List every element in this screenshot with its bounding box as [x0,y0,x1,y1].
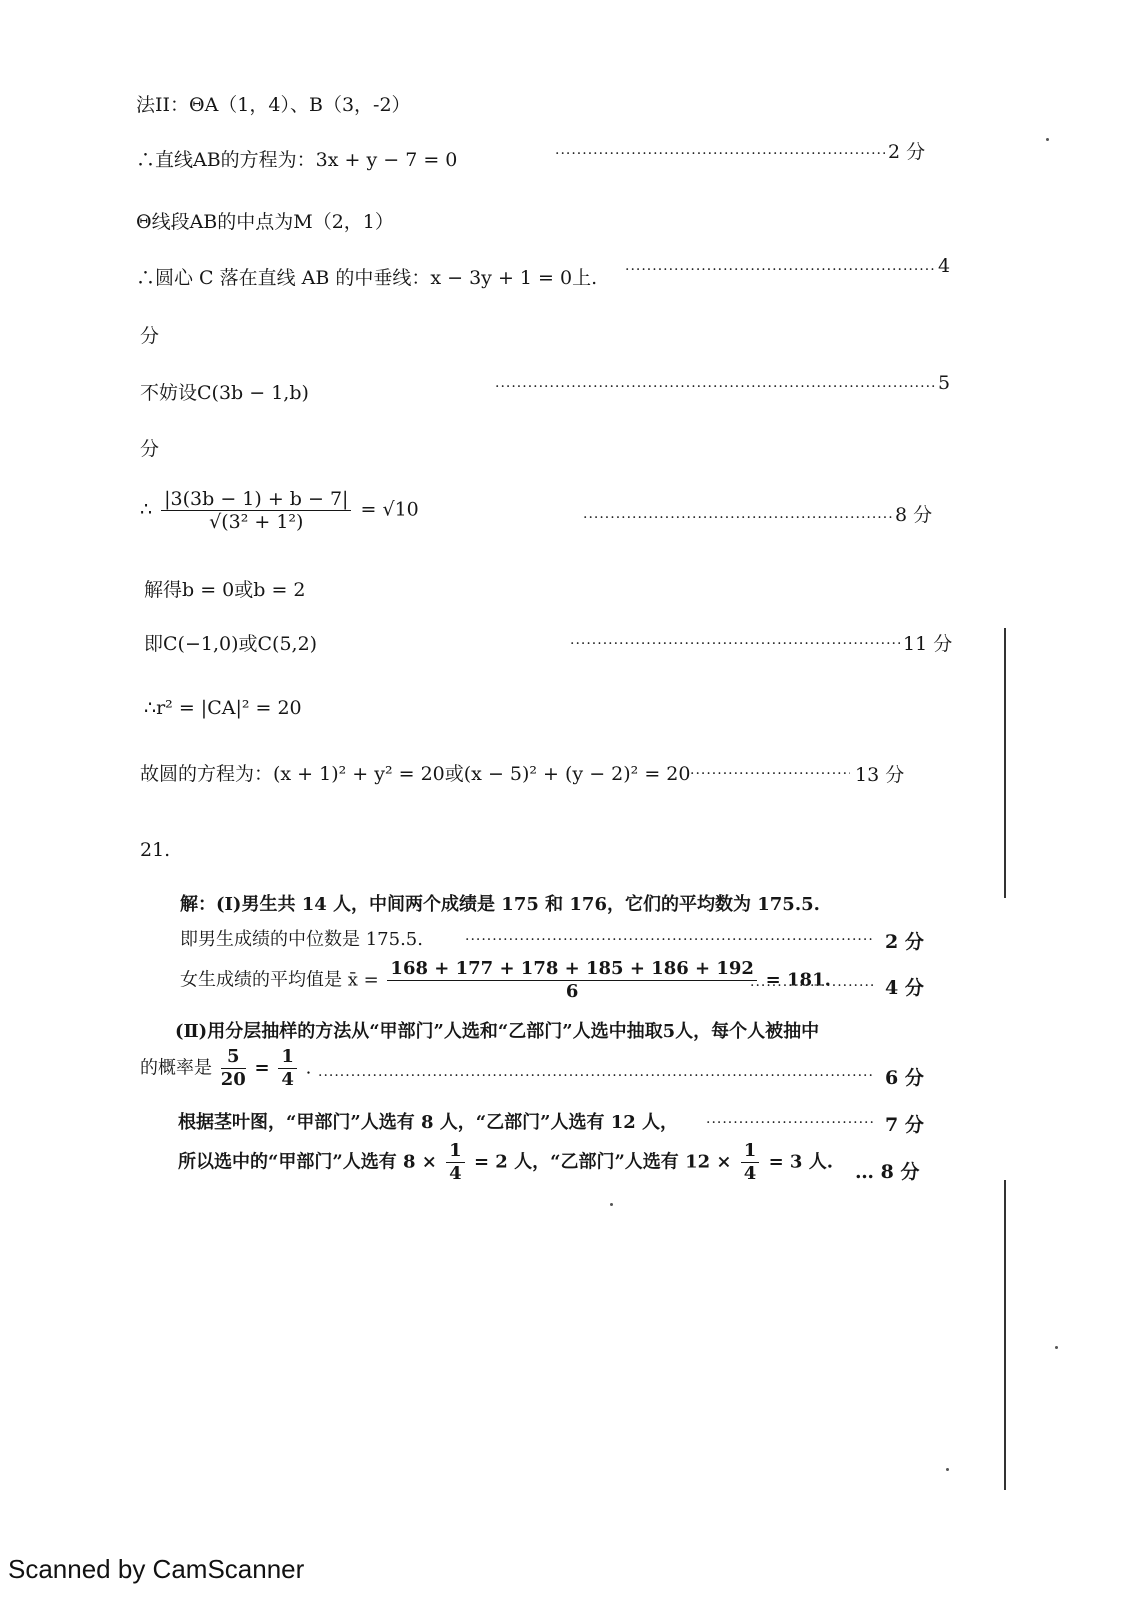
line-center-result: 即C(−1,0)或C(5,2) [144,633,318,655]
fraction-denominator: 4 [449,1163,462,1184]
dot-leader [555,142,885,166]
fraction-1-4-second [741,1140,760,1185]
selected-part-a: 所以选中的“甲部门”人选有 8 × [178,1151,437,1173]
line-circle-equation: 故圆的方程为：(x + 1)² + y² = 20或(x − 5)² + (y − 2)² = 20 [140,763,691,785]
dot-leader [570,632,900,656]
distance-rhs: = √10 [360,498,419,521]
line-selected-count [178,1140,833,1185]
solution-part-one: 解：(Ⅰ)男生共 14 人，中间两个成绩是 175 和 176，它们的平均数为 175.5. [180,894,820,915]
score-4: 4 [938,255,951,277]
solution-part-two: (Ⅱ)用分层抽样的方法从“甲部门”人选和“乙部门”人选中抽取5人，每个人被抽中 [175,1021,820,1042]
therefore-symbol: ∴ [140,498,153,521]
score-5: 5 [938,372,951,394]
scan-margin-line [1004,1180,1006,1490]
selected-part-b: = 2 人，“乙部门”人选有 12 × [473,1151,732,1173]
dot-leader [706,1111,876,1135]
probability-prefix: 的概率是 [140,1057,212,1079]
mean-prefix: 女生成绩的平均值是 x̄ = [180,969,379,991]
score-b-2: 2 分 [885,931,924,953]
mean-result: = 181. [765,969,831,991]
dot-leader [750,974,875,998]
score-8: 8 分 [895,504,933,526]
fraction-denominator: 20 [220,1069,246,1090]
line-assume-center: 不妨设C(3b − 1,b) [140,382,309,404]
distance-fraction [161,488,351,533]
fraction-denominator: √(3² + 1²) [209,511,304,533]
scanner-watermark: Scanned by CamScanner [8,1554,305,1584]
line-median: 即男生成绩的中位数是 175.5. [180,929,423,950]
line-midpoint: Θ线段AB的中点为M（2，1） [136,211,394,233]
dot-leader [625,258,935,282]
score-b-8: … 8 分 [855,1161,920,1183]
score-13: 13 分 [855,764,905,786]
fraction-1-4 [278,1046,297,1091]
line-radius: ∴r² = |CA|² = 20 [144,697,302,719]
scan-speck [946,1468,949,1471]
fraction-denominator: 4 [743,1163,757,1184]
score-2: 2 分 [888,141,926,163]
line-probability [140,1046,311,1091]
mean-fraction [387,958,757,1003]
line-perpendicular-bisector: ∴圆心 C 落在直线 AB 的中垂线：x − 3y + 1 = 0上. [136,267,598,289]
line-ab-equation: ∴直线AB的方程为：3x + y − 7 = 0 [136,149,458,171]
dot-leader [318,1064,875,1088]
fraction-numerator: 1 [741,1140,760,1163]
scan-speck [1046,138,1049,141]
dot-leader [690,762,850,786]
fraction-numerator: 5 [221,1046,246,1069]
line-distance-formula [140,488,419,533]
selected-part-c: = 3 人. [768,1151,833,1173]
score-b-4: 4 分 [885,977,924,999]
line-solve-b: 解得b = 0或b = 2 [144,579,306,601]
fraction-numerator: 1 [278,1046,297,1069]
dot-leader [465,928,875,952]
score-5-continued: 分 [140,438,160,460]
scan-speck [1055,1346,1058,1349]
fraction-denominator: 6 [565,981,579,1002]
score-11: 11 分 [903,633,953,655]
fraction-denominator: 4 [281,1069,294,1090]
scan-margin-line [1004,628,1006,898]
score-b-7: 7 分 [885,1114,924,1136]
fraction-5-20 [221,1046,246,1091]
probability-end: . [305,1057,312,1079]
dot-leader [495,375,935,399]
fraction-1-4-first [446,1140,465,1185]
score-b-6: 6 分 [885,1067,924,1089]
scan-speck [610,1203,613,1206]
line-stem-leaf: 根据茎叶图，“甲部门”人选有 8 人，“乙部门”人选有 12 人， [178,1112,679,1133]
line-female-mean [180,958,831,1003]
dot-leader [583,506,893,530]
fraction-numerator: 168 + 177 + 178 + 185 + 186 + 192 [387,958,757,981]
score-4-continued: 分 [140,325,160,347]
question-number: 21. [140,839,171,861]
equals-sign: = [254,1057,270,1079]
line-method-two: 法II：ΘA（1，4）、B（3，-2） [136,94,411,116]
fraction-numerator: |3(3b − 1) + b − 7| [161,488,351,511]
fraction-numerator: 1 [446,1140,465,1163]
